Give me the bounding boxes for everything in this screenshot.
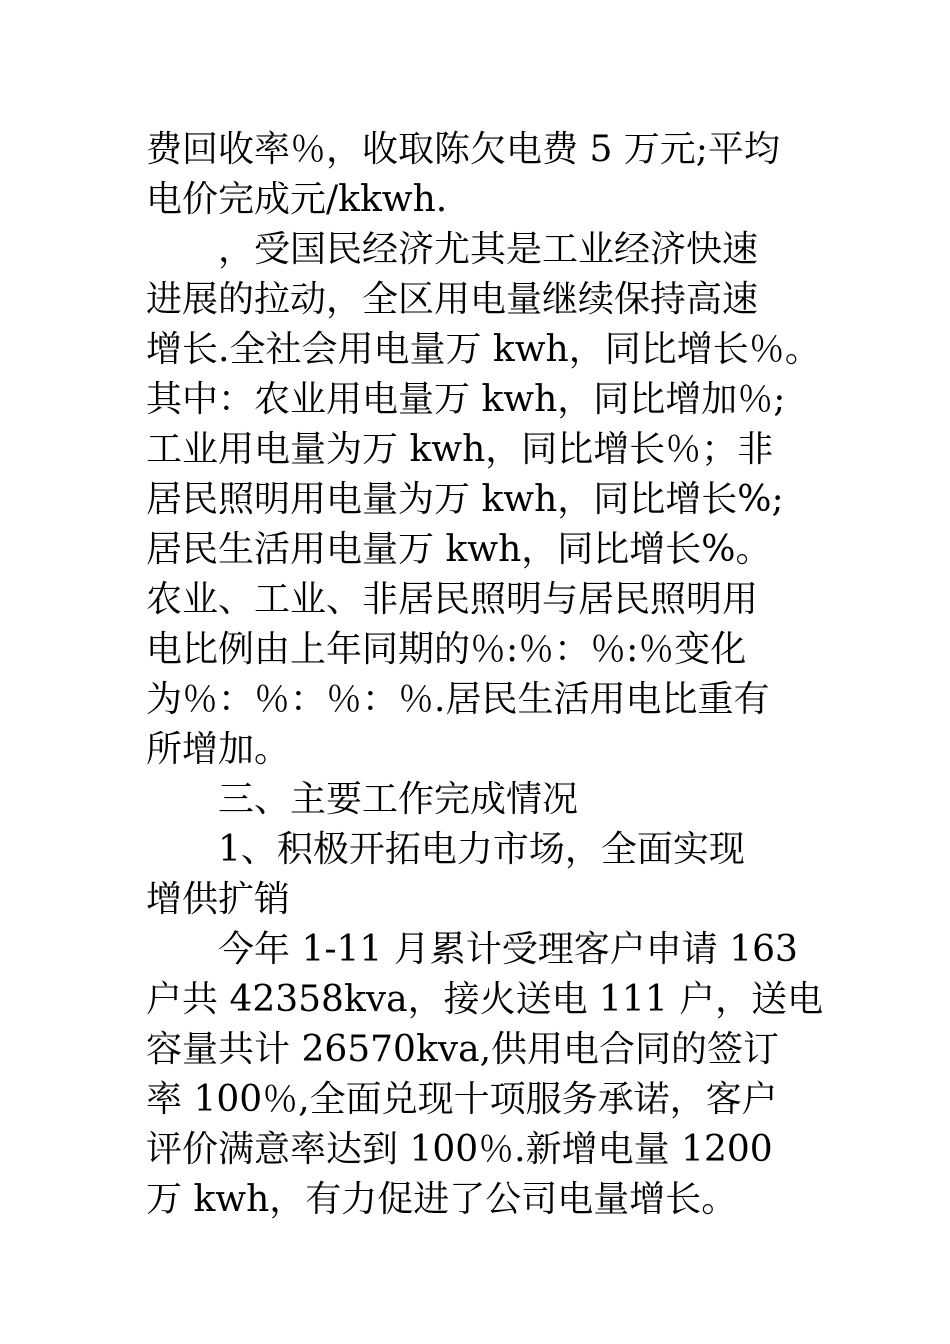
text-line: 其中：农业用电量万 kwh，同比增加％;: [146, 379, 786, 420]
subsection-heading: 1、积极开拓电力市场，全面实现: [218, 829, 745, 870]
section-heading: 三、主要工作完成情况: [218, 779, 579, 820]
text-line: 电价完成元/kkwh.: [146, 179, 448, 220]
text-line: 户共 42358kva，接火送电 111 户，送电: [146, 979, 824, 1020]
text-line: 居民生活用电量万 kwh，同比增长%。: [146, 529, 772, 570]
text-line: 费回收率％，收取陈欠电费 5 万元;平均: [146, 129, 780, 170]
text-line: 电比例由上年同期的％:％：％:％变化: [146, 629, 747, 670]
text-line: 居民照明用电量为万 kwh，同比增长%;: [146, 479, 784, 520]
text-line: 工业用电量为万 kwh，同比增长％；非: [146, 429, 774, 470]
paragraph-first-line: 今年 1-11 月累计受理客户申请 163: [218, 929, 798, 970]
subsection-heading-continued: 增供扩销: [146, 879, 291, 920]
text-line: 所增加。: [146, 729, 291, 770]
text-line: 进展的拉动，全区用电量继续保持高速: [146, 279, 759, 320]
text-line: 农业、工业、非居民照明与居民照明用: [146, 579, 759, 620]
text-line: 为％：％：％：％.居民生活用电比重有: [146, 679, 770, 720]
text-line: 容量共计 26570kva,供用电合同的签订: [146, 1029, 780, 1070]
text-line: 万 kwh，有力促进了公司电量增长。: [146, 1179, 738, 1220]
text-line: 评价满意率达到 100％.新增电量 1200: [146, 1129, 773, 1170]
text-line: 增长.全社会用电量万 kwh，同比增长％。: [146, 329, 821, 370]
paragraph-first-line: ，受国民经济尤其是工业经济快速: [218, 229, 759, 270]
text-line: 率 100％,全面兑现十项服务承诺，客户: [146, 1079, 778, 1120]
